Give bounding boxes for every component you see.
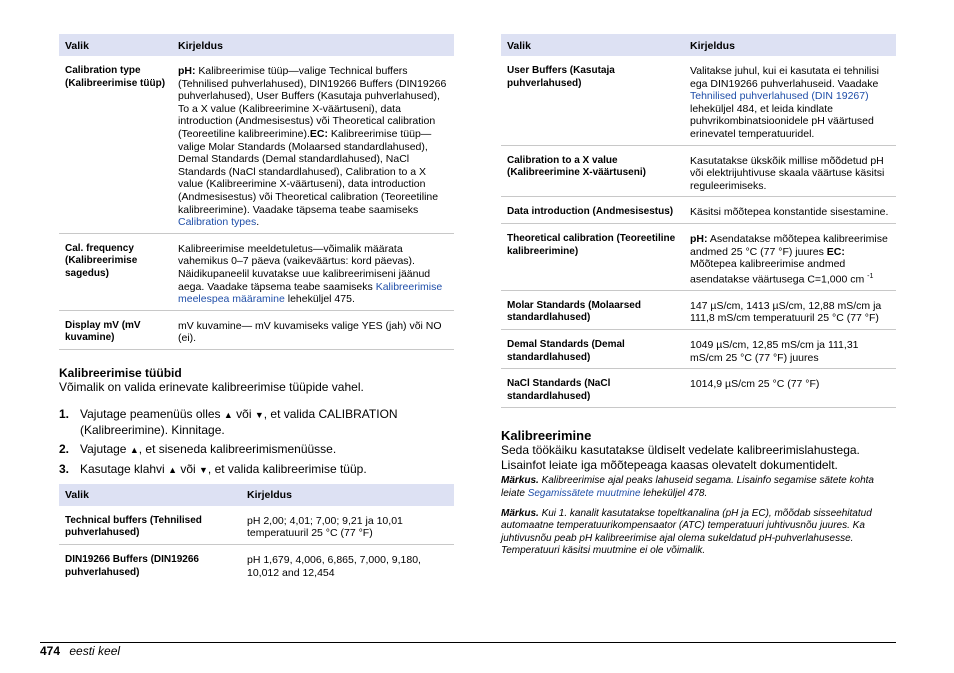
arrow-up-icon: ▲ [168, 464, 177, 475]
table-row [59, 56, 454, 233]
options-table-3 [501, 34, 896, 408]
col-header-option: Valik [501, 34, 684, 56]
note: Märkus. Kui 1. kanalit kasutatakse topeltkanalina (pH ja EC), mõõdab sisseehitatud automaatne temperatuurikompensaator (ATC) temperatuuri juhtivusnõu juures. Ka juhtivusnõu peab pH kalibreerimise ajal olema sukeldatud pH-puhverlahusesse. Temperatuuri käsitsi muutmine ei ole võimalik. [501, 507, 872, 557]
table-row [501, 330, 896, 369]
table-row [59, 310, 454, 349]
table-row [59, 545, 454, 584]
footer-language: eesti keel [69, 644, 121, 658]
arrow-up-icon: ▲ [129, 444, 139, 455]
note: Märkus. Kalibreerimise ajal peaks lahuseid segama. Lisainfo segamise sätete kohta leiate Segamissätete muutmine leheküljel 478. [501, 475, 874, 499]
options-table-2 [59, 484, 454, 583]
steps-list [59, 407, 454, 478]
col-header-description: Kirjeldus [172, 34, 454, 56]
section-heading: Kalibreerimise tüübid [59, 365, 182, 380]
option-name: Display mV (mV kuvamine) [65, 319, 141, 344]
option-description: 1049 µS/cm, 12,85 mS/cm ja 111,31 mS/cm 25 °C (77 °F) juures [690, 339, 859, 364]
col-header-option: Valik [59, 34, 172, 56]
option-description: pH 1,679, 4,006, 6,865, 7,000, 9,180, 10,012 and 12,454 [247, 554, 421, 579]
option-description: Valitakse juhul, kui ei kasutata ei tehnilisi ega DIN19266 puhverlahuseid. Vaadake Tehnilised puhverlahused (DIN 19267) leheküljel 484, et leida kindlate puhvrikombinatsioonidele pH väärtused erinevatel temperatuuridel. [690, 65, 879, 140]
list-item: 3. Kasutage klahvi ▲ või ▼, et valida kalibreerimise tüüp. [59, 461, 367, 476]
option-description: 147 µS/cm, 1413 µS/cm, 12,88 mS/cm ja 111,8 mS/cm temperatuuril 25 °C (77 °F) [690, 299, 882, 325]
option-name: NaCl Standards (NaCl standardlahused) [507, 378, 611, 402]
option-name: Calibration to a X value (Kalibreerimine X-väärtuseni) [507, 154, 646, 179]
option-name: Molar Standards (Molaarsed standardlahused) [507, 299, 641, 324]
right-column [501, 34, 896, 558]
col-header-option: Valik [59, 484, 241, 506]
option-name: Calibration type (Kalibreerimise tüüp) [65, 65, 166, 89]
option-name: Technical buffers (Tehnilised puhverlahused) [65, 514, 202, 539]
left-column [59, 34, 454, 583]
section-heading: Kalibreerimine [501, 428, 592, 444]
link-technical-buffers[interactable]: Tehnilised puhverlahused (DIN 19267) [690, 90, 869, 103]
arrow-down-icon: ▼ [199, 464, 208, 475]
list-item: 2. Vajutage ▲, et siseneda kalibreerimismenüüsse. [59, 441, 337, 456]
section-intro: Seda töökäiku kasutatakse üldiselt vedelate kalibreerimislahustega. Lisainfot leiate iga mõõtepeaga kaasas olevatelt dokumentidelt. [501, 443, 860, 473]
option-name: Demal Standards (Demal standardlahused) [507, 339, 625, 363]
option-name: DIN19266 Buffers (DIN19266 puhverlahused) [65, 554, 199, 578]
link-stirring-settings[interactable]: Segamissätete muutmine [527, 487, 641, 499]
section-intro: Võimalik on valida erinevate kalibreerimise tüüpide vahel. [59, 379, 364, 394]
page-footer [40, 644, 120, 658]
option-description: Käsitsi mõõtepea konstantide sisestamine. [690, 206, 889, 219]
option-description: Kalibreerimise meeldetuletus—võimalik määrata vahemikus 0–7 päeva (vaikeväärtus: kord päevas). Näidikupaneelil kuvatakse uue kalibreerimiseni jäänud aega. Vaadake täpsema teabe saamiseks Kalibreerimise meelespea määramine leheküljel 475. [178, 242, 443, 306]
option-description: Kasutatakse ükskõik millise mõõdetud pH või elektrijuhtivuse skaala väärtuse käsitsi reguleerimiseks. [690, 154, 885, 192]
page-number: 474 [40, 644, 61, 658]
option-name: Theoretical calibration (Teoreetiline kalibreerimine) [507, 232, 676, 257]
option-name: User Buffers (Kasutaja puhverlahused) [507, 65, 615, 89]
table-row [59, 233, 454, 310]
arrow-down-icon: ▼ [254, 409, 264, 420]
table-row [501, 145, 896, 197]
col-header-description: Kirjeldus [241, 484, 454, 506]
footer-divider [40, 642, 896, 643]
table-row [501, 223, 896, 290]
option-description: mV kuvamine— mV kuvamiseks valige YES (jah) või NO (ei). [178, 319, 442, 345]
table-row [501, 290, 896, 329]
option-description: pH 2,00; 4,01; 7,00; 9,21 ja 10,01 temperatuuril 25 °C (77 °F) [247, 514, 403, 540]
arrow-up-icon: ▲ [223, 409, 233, 420]
link-calibration-types[interactable]: Calibration types [178, 216, 257, 229]
option-name: Cal. frequency (Kalibreerimise sagedus) [65, 242, 138, 279]
table-row [501, 56, 896, 145]
option-description: 1014,9 µS/cm 25 °C (77 °F) [690, 378, 820, 391]
options-table-1 [59, 34, 454, 350]
table-row [59, 506, 454, 545]
table-row [501, 369, 896, 408]
link-calibration-reminder[interactable]: Kalibreerimise meelespea määramine [178, 280, 443, 306]
option-name: Data introduction (Andmesisestus) [507, 206, 674, 218]
list-item: 1. Vajutage peamenüüs olles ▲ või ▼, et valida CALIBRATION (Kalibreerimine). Kinnitage. [59, 406, 398, 437]
table-row [501, 197, 896, 224]
col-header-description: Kirjeldus [684, 34, 896, 56]
option-description: pH: Asendatakse mõõtepea kalibreerimise andmed 25 °C (77 °F) juures EC: Mõõtepea kalibreerimise andmed asendatakse väärtusega C=1,000 cm $^{-1}$ [690, 232, 888, 286]
option-description: pH: Kalibreerimise tüüp—valige Technical buffers (Tehnilised puhverlahused), DIN19266 Buffers (DIN19266 puhverlahused), User Buffers (Kasutaja puhverlahused), To a X value (Kalibreerimine X-väärtuseni), data introduction (Andmesisestus) või Theoretical calibration (Teoreetiline kalibreerimine).EC: Kalibreerimise tüüp—valige Molar Standards (Molaarsed standardlahused), Demal Standards (Demal standardlahused), NaCl Standards (NaCl standardlahused), Calibration to a X value (Kalibreerimine X-väärtuseni), data introduction (Andmesisestus) või Theoretical calibration (Teoreetiline kalibreerimine). Vaadake täpsema teabe saamiseks Calibration types. [178, 65, 447, 229]
